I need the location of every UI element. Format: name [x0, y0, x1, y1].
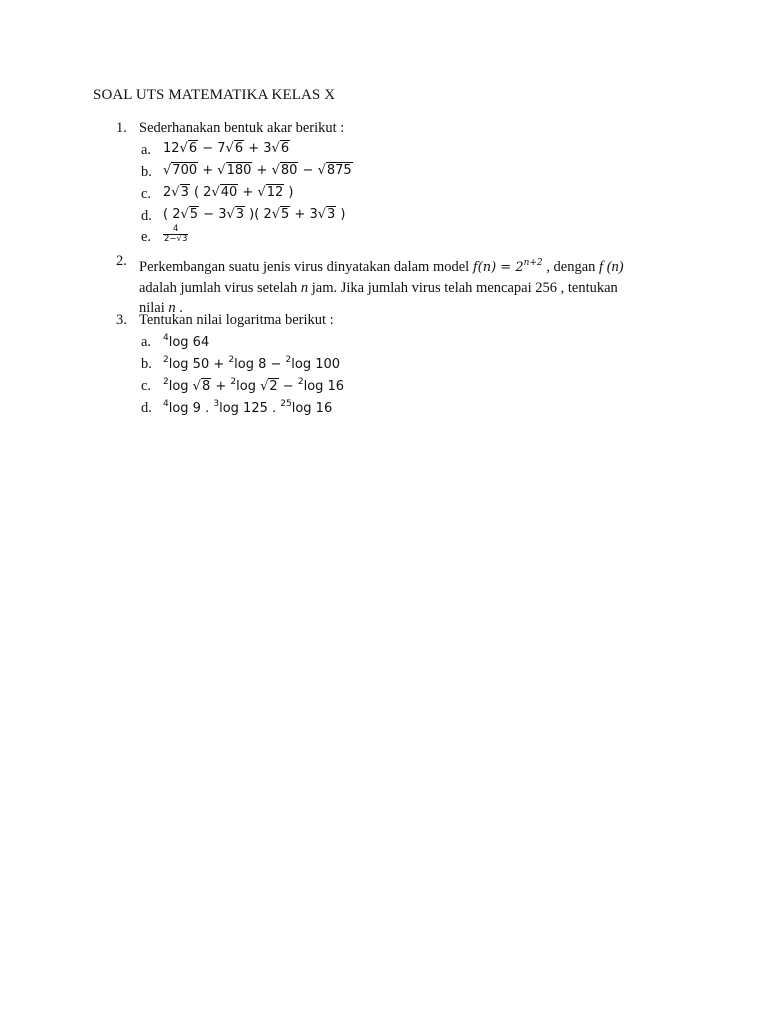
question-prompt: Tentukan nilai logaritma berikut :: [139, 312, 334, 328]
option-expression: $\frac{4}{2-√3}$: [164, 224, 188, 244]
model-formula: [473, 260, 543, 275]
text-fragment: Perkembangan suatu jenis virus dinyatakan dalam model: [139, 259, 470, 275]
option-letter: b.: [141, 356, 152, 372]
text-fragment: nilai: [139, 300, 165, 316]
question-number: 3.: [116, 312, 127, 328]
question-number: 1.: [116, 120, 127, 136]
question-text: [139, 253, 679, 318]
function-name: f (n): [599, 259, 624, 275]
question-prompt: Sederhanakan bentuk akar berikut :: [139, 120, 345, 136]
text-fragment: jam. Jika jumlah virus telah mencapai 256 , tentukan: [311, 280, 618, 296]
option-letter: e.: [141, 229, 152, 245]
option-expression: $^4$log 64: [163, 333, 210, 350]
option-expression: 12√6 − 7√6 + 3√6: [163, 141, 290, 156]
document-title: SOAL UTS MATEMATIKA KELAS X: [93, 87, 336, 103]
text-fragment: , dengan: [546, 259, 596, 275]
option-expression: √700 + √180 + √80 − √875: [163, 163, 352, 178]
option-expression: ( 2√5 − 3√3 )( 2√5 + 3√3 ): [163, 207, 346, 222]
option-expression: $^4$log 9 . $^3$log 125 . $^{25}$log 16: [163, 399, 333, 416]
option-letter: c.: [141, 378, 152, 394]
option-letter: b.: [141, 164, 152, 180]
option-expression: $^2$log 50 + $^2$log 8 − $^2$log 100: [163, 355, 341, 372]
formula-base: f(n) = 2: [472, 260, 524, 275]
option-expression: $^2$log √8 + $^2$log √2 − $^2$log 16: [163, 377, 345, 394]
variable-n: n: [300, 280, 309, 296]
option-letter: d.: [141, 400, 152, 416]
text-fragment: adalah jumlah virus setelah: [139, 280, 298, 296]
option-letter: c.: [141, 186, 152, 202]
variable-n: n: [168, 300, 176, 316]
option-expression: 2√3 ( 2√40 + √12 ): [163, 185, 294, 200]
option-letter: a.: [141, 142, 152, 158]
text-fragment: .: [179, 300, 183, 316]
question-number: 2.: [116, 253, 127, 269]
formula-exponent: n+2: [523, 258, 543, 268]
option-letter: a.: [141, 334, 152, 350]
option-letter: d.: [141, 208, 152, 224]
